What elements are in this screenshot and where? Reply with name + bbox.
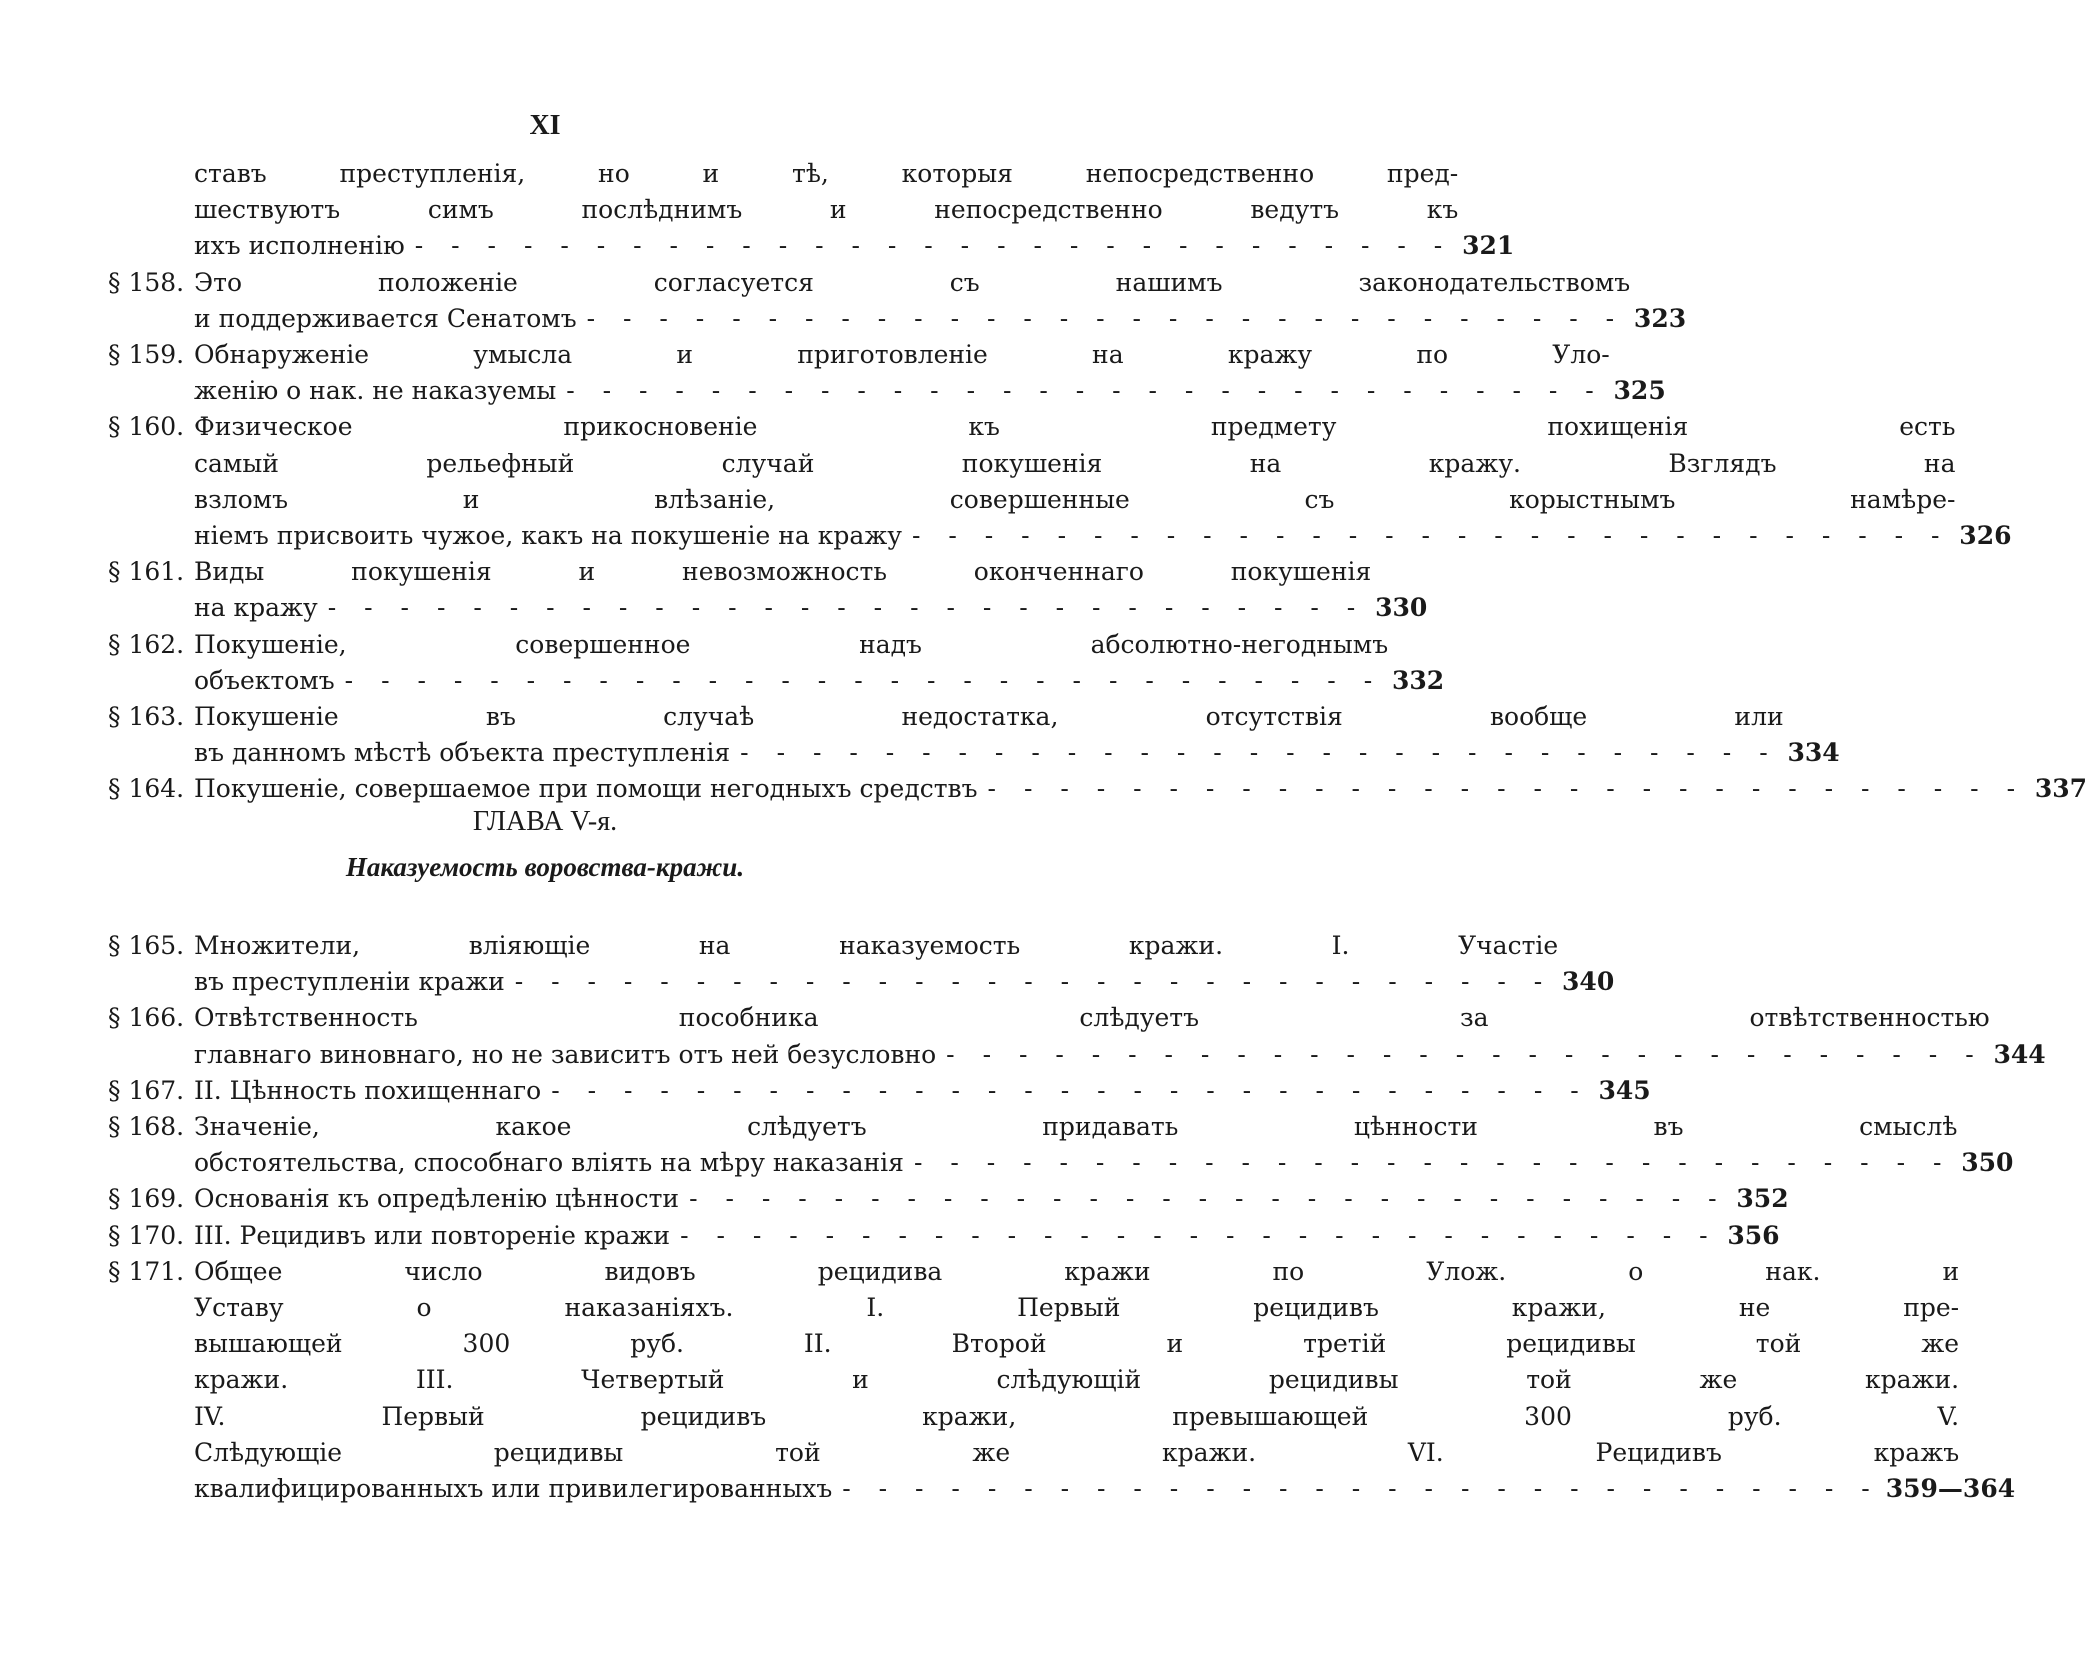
entry-line: Покушеніе, совершаемое при помощи негодныхъ средствъ xyxy=(194,774,978,804)
entry-line: Это положеніе согласуется съ нашимъ законодательствомъ xyxy=(194,267,1631,297)
entry-line: Отвѣтственность пособника слѣдуетъ за отвѣтственностью xyxy=(194,1003,1990,1033)
toc-entry xyxy=(108,1254,2016,1507)
toc-entry-continuation xyxy=(108,156,1515,265)
dot-leader: - - - - - - - - - - - - - - - - - - - - - - - - - - - - - xyxy=(514,967,1553,997)
entry-page: 332 xyxy=(1391,665,1445,695)
section-number: § 166. xyxy=(108,1003,185,1033)
entry-line: самый рельефный случай покушенія на кражу. Взглядъ на xyxy=(194,448,1956,478)
entry-page: 345 xyxy=(1598,1075,1651,1105)
dot-leader: - - - - - - - - - - - - - - - - - - - - - - - - - - - - - xyxy=(586,303,1625,333)
entry-line: квалифицированныхъ или привилегированныхъ xyxy=(194,1474,833,1504)
toc-entry xyxy=(108,627,1445,699)
entry-page: 321 xyxy=(1462,231,1515,261)
section-number: § 165. xyxy=(108,931,185,960)
toc-entry xyxy=(108,554,1428,626)
chapter-heading: ГЛАВА V-я. xyxy=(472,806,618,837)
entry-page: 340 xyxy=(1562,967,1615,997)
entry-line: Покушеніе, совершенное надъ абсолютно-негоднымъ xyxy=(194,629,1389,659)
section-number: § 171. xyxy=(108,1256,185,1286)
entry-line: III. Рецидивъ или повтореніе кражи xyxy=(194,1220,671,1250)
entry-line: женію о нак. не наказуемы xyxy=(194,376,557,406)
toc-section-a xyxy=(108,156,2087,808)
entry-page: 334 xyxy=(1787,738,1840,768)
entry-line: главнаго виновнаго, но не зависитъ отъ ней безусловно xyxy=(194,1039,937,1069)
entry-line: Физическое прикосновеніе къ предмету похищенія есть xyxy=(194,412,1956,442)
entry-line: Покушеніе въ случаѣ недостатка, отсутствія вообще или xyxy=(194,702,1784,732)
entry-page: 326 xyxy=(1959,521,2012,551)
dot-leader: - - - - - - - - - - - - - - - - - - - - - - - - - - - - - xyxy=(344,665,1383,695)
section-number: § 159. xyxy=(108,340,185,370)
section-number: § 169. xyxy=(108,1184,185,1214)
section-number: § 163. xyxy=(108,702,185,732)
page-number: XI xyxy=(529,110,561,141)
section-number: § 164. xyxy=(108,774,185,804)
section-number: § 168. xyxy=(108,1112,185,1142)
entry-line: кражи. III. Четвертый и слѣдующій рецидивы той же кражи. xyxy=(194,1365,1960,1395)
toc-entry xyxy=(108,1181,1789,1217)
entry-line: обстоятельства, способнаго вліять на мѣру наказанія xyxy=(194,1148,904,1178)
entry-line: въ преступленіи кражи xyxy=(194,967,505,997)
toc-section-b xyxy=(108,928,2046,1507)
entry-page: 325 xyxy=(1613,376,1666,406)
entry-page: 337 xyxy=(2034,774,2087,804)
entry-page: 323 xyxy=(1633,303,1687,333)
section-number: § 167. xyxy=(108,1075,185,1105)
dot-leader: - - - - - - - - - - - - - - - - - - - - - - - - - - - - - xyxy=(327,593,1366,623)
entry-line: на кражу xyxy=(194,593,318,623)
entry-line: Слѣдующіе рецидивы той же кражи. VI. Рецидивъ кражъ xyxy=(194,1437,1960,1467)
dot-leader: - - - - - - - - - - - - - - - - - - - - - - - - - - - - - xyxy=(913,1148,1952,1178)
entry-line: IV. Первый рецидивъ кражи, превышающей 300 руб. V. xyxy=(194,1401,1960,1431)
entry-page: 359—364 xyxy=(1885,1474,2016,1504)
entry-line: II. Цѣнность похищеннаго xyxy=(194,1075,542,1105)
toc-entry xyxy=(108,699,1840,771)
entry-page: 344 xyxy=(1993,1039,2046,1069)
entry-page: 350 xyxy=(1961,1148,2014,1178)
toc-entry xyxy=(108,771,2087,807)
toc-entry xyxy=(108,1073,1651,1109)
entry-page: 356 xyxy=(1727,1220,1780,1250)
entry-line: ніемъ присвоить чужое, какъ на покушеніе на кражу xyxy=(194,521,902,551)
section-number: § 158. xyxy=(108,267,185,297)
dot-leader: - - - - - - - - - - - - - - - - - - - - - - - - - - - - - xyxy=(551,1075,1589,1105)
dot-leader: - - - - - - - - - - - - - - - - - - - - - - - - - - - - - xyxy=(842,1474,1880,1504)
dot-leader: - - - - - - - - - - - - - - - - - - - - - - - - - - - - - xyxy=(566,376,1604,406)
entry-line: Уставу о наказаніяхъ. I. Первый рецидивъ кражи, не пре- xyxy=(194,1293,1960,1323)
entry-line: Множители, вліяющіе на наказуемость кражи. I. Участіе xyxy=(194,931,1559,960)
section-number: § 161. xyxy=(108,557,185,587)
entry-line: Основанія къ опредѣленію цѣнности xyxy=(194,1184,680,1214)
entry-line: Виды покушенія и невозможность оконченнаго покушенія xyxy=(194,557,1372,587)
entry-line: ихъ исполненію xyxy=(194,231,405,261)
entry-line: и поддерживается Сенатомъ xyxy=(194,303,577,333)
dot-leader: - - - - - - - - - - - - - - - - - - - - - - - - - - - - - xyxy=(740,738,1778,768)
toc-entry xyxy=(108,265,1687,337)
entry-line: шествуютъ симъ послѣднимъ и непосредственно ведутъ къ xyxy=(194,195,1459,225)
section-number: § 160. xyxy=(108,412,185,442)
dot-leader: - - - - - - - - - - - - - - - - - - - - - - - - - - - - - xyxy=(946,1039,1984,1069)
entry-line: Общее число видовъ рецидива кражи по Улож. о нак. и xyxy=(194,1256,1960,1286)
entry-page: 330 xyxy=(1375,593,1428,623)
toc-entry xyxy=(108,409,2012,554)
chapter-title: Наказуемость воровства-кражи. xyxy=(345,852,745,882)
entry-page: 352 xyxy=(1736,1184,1789,1214)
entry-line: взломъ и влѣзаніе, совершенные съ корыстнымъ намѣре- xyxy=(194,484,1956,514)
entry-line: ставъ преступленія, но и тѣ, которыя непосредственно пред- xyxy=(194,159,1459,188)
dot-leader: - - - - - - - - - - - - - - - - - - - - - - - - - - - - - xyxy=(912,521,1950,551)
toc-entry xyxy=(108,1109,2014,1181)
section-number: § 170. xyxy=(108,1220,185,1250)
toc-entry xyxy=(108,337,1666,409)
entry-line: Обнаруженіе умысла и приготовленіе на кражу по Уло- xyxy=(194,340,1610,370)
toc-entry xyxy=(108,928,1615,1000)
dot-leader: - - - - - - - - - - - - - - - - - - - - - - - - - - - - - xyxy=(680,1220,1718,1250)
dot-leader: - - - - - - - - - - - - - - - - - - - - - - - - - - - - - xyxy=(987,774,2026,804)
toc-entry xyxy=(108,1218,1780,1254)
entry-line: въ данномъ мѣстѣ объекта преступленія xyxy=(194,738,731,768)
entry-line: объектомъ xyxy=(194,665,335,695)
dot-leader: - - - - - - - - - - - - - - - - - - - - - - - - - - - - - xyxy=(414,231,1453,261)
section-number: § 162. xyxy=(108,629,185,659)
entry-line: вышающей 300 руб. II. Второй и третій рецидивы той же xyxy=(194,1329,1960,1359)
dot-leader: - - - - - - - - - - - - - - - - - - - - - - - - - - - - - xyxy=(689,1184,1727,1214)
entry-line: Значеніе, какое слѣдуетъ придавать цѣнности въ смыслѣ xyxy=(194,1112,1958,1142)
toc-entry xyxy=(108,1000,2046,1072)
